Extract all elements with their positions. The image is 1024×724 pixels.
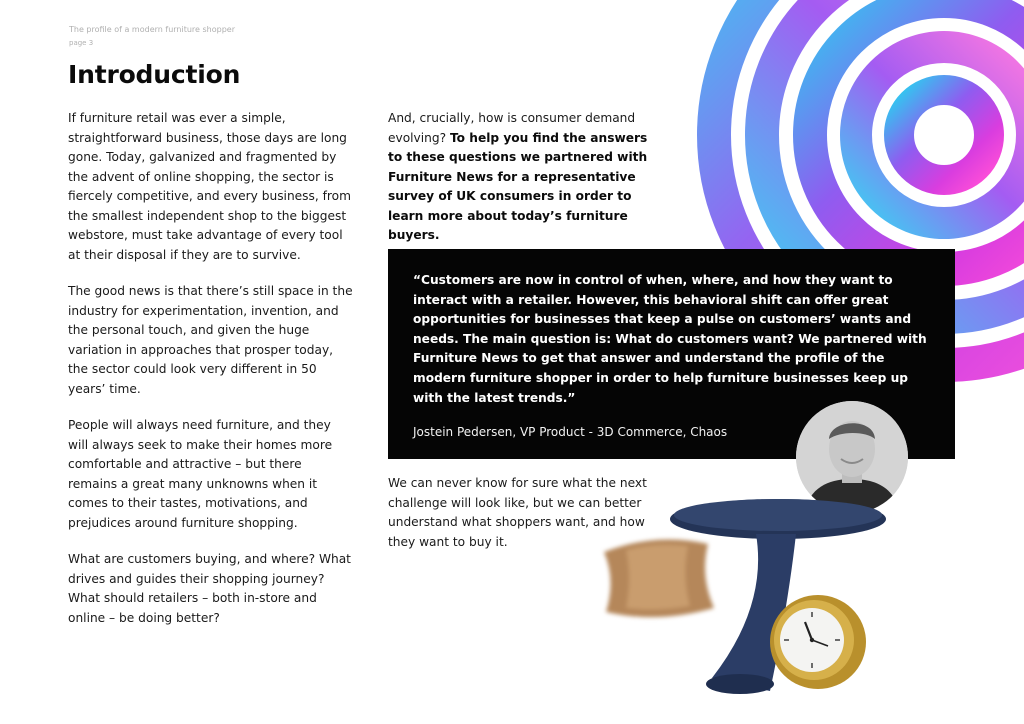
section-title: Introduction (68, 60, 241, 89)
quote-text: “Customers are now in control of when, where, and how they want to interact with a retailer. However, this behavioral shift can offer great opportunities for businesses that keep a pulse on customers’ wants and needs. The main question is: What do customers want? We partnered with Furniture News to get that answer and understand the profile of the modern furniture shopper in order to help furniture businesses keep up with the latest trends.” (413, 273, 927, 405)
quote-author: Jostein Pedersen, VP Product - 3D Commerce, Chaos (413, 425, 728, 440)
clock-image (762, 582, 874, 694)
paragraph: People will always need furniture, and they will always seek to make their homes more comfortable and attractive – but there remains a great many unknowns when it comes to their tastes, motivations, and prejudices around furniture shopping. (68, 418, 333, 530)
left-column (68, 109, 354, 645)
intro-paragraph (388, 109, 660, 246)
intro-bold-text: To help you find the answers to these questions we partnered with Furniture News for a representative survey of UK consumers in order to learn more about today’s furniture buyers. (388, 130, 648, 242)
paragraph: We can never know for sure what the next challenge will look like, but we can better understand what shoppers want, and how they want to buy it. (388, 476, 647, 549)
intro-plain-text: And, crucially, how is consumer demand evolving? (388, 111, 636, 145)
page-number: page 3 (69, 39, 94, 47)
paragraph: What are customers buying, and where? What drives and guides their shopping journey? What should retailers – both in-store and online – be doing better? (68, 552, 351, 625)
middle-column (388, 109, 660, 263)
paragraph: The good news is that there’s still space in the industry for experimentation, invention, and the personal touch, and given the huge variation in approaches that prosper today, the sector could look very different in 50 years’ time. (68, 284, 353, 396)
paragraph: If furniture retail was ever a simple, straightforward business, those days are long gone. Today, galvanized and fragmented by the advent of online shopping, the sector is fiercely competitive, and every business, from the smallest independent shop to the biggest webstore, must take advantage of every tool at their disposal if they are to survive. (68, 111, 351, 262)
document-title: The profile of a modern furniture shopper (69, 25, 235, 34)
